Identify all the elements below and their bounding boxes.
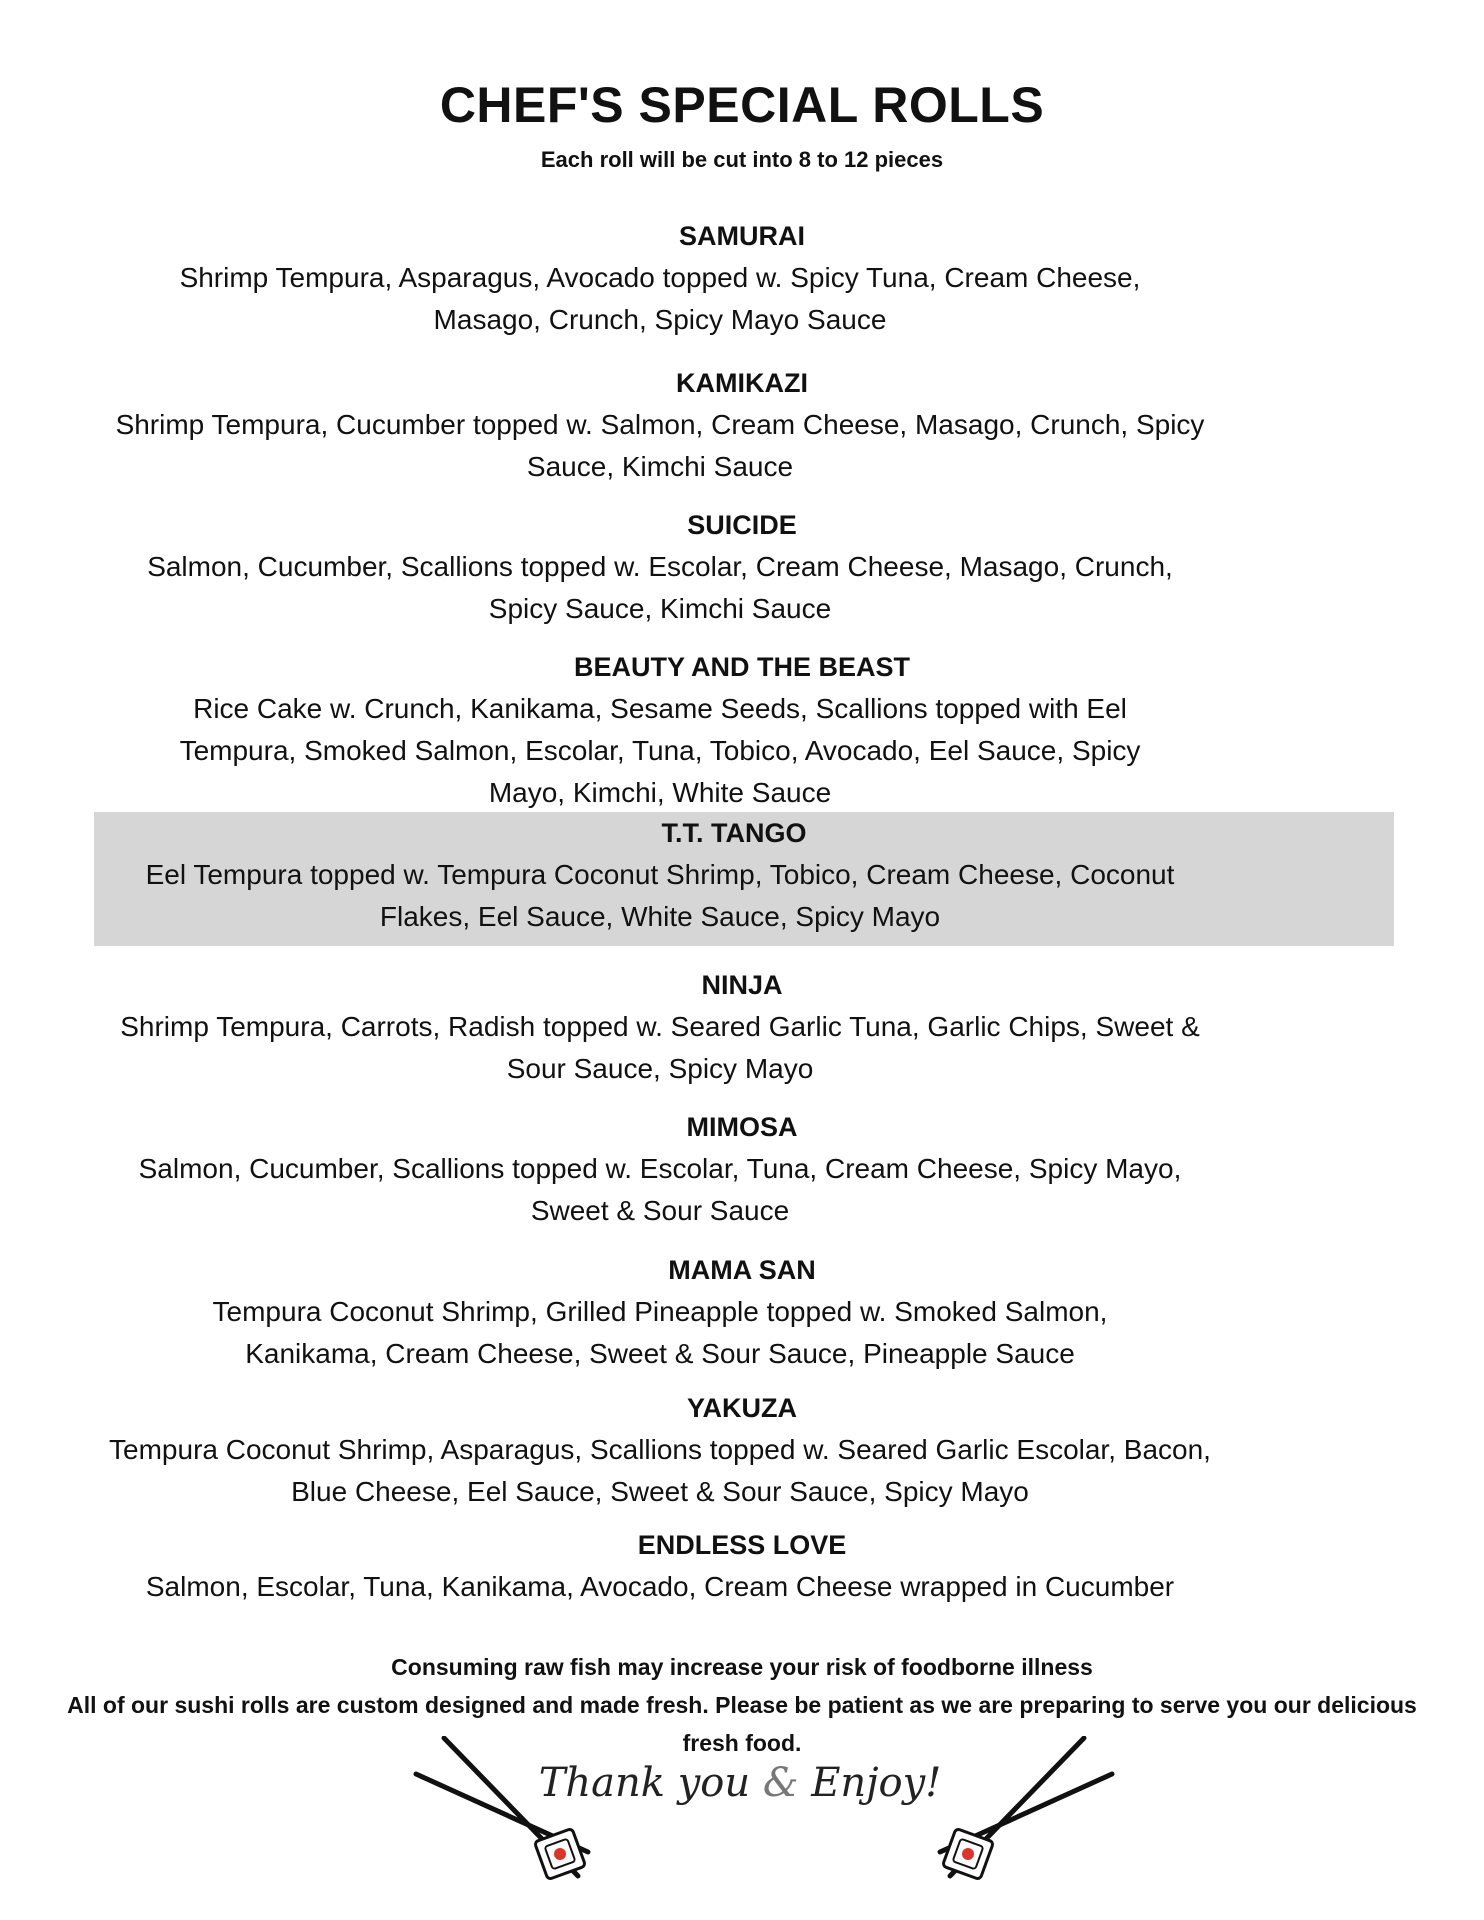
- roll-description: Shrimp Tempura, Cucumber topped w. Salmon, Cream Cheese, Masago, Crunch, Spicy Sauce, Kimchi Sauce: [115, 409, 1205, 482]
- roll-description: Shrimp Tempura, Carrots, Radish topped w. Seared Garlic Tuna, Garlic Chips, Sweet & Sour Sauce, Spicy Mayo: [120, 1011, 1200, 1084]
- roll-name: NINJA: [701, 970, 783, 1000]
- fresh-note: All of our sushi rolls are custom designed and made fresh. Please be patient as we are preparing to serve you our delicious fresh food.: [67, 1692, 1417, 1756]
- thanks-text: Thank you: [538, 1760, 751, 1806]
- roll-name: SUICIDE: [687, 510, 797, 540]
- roll-mimosa: [0, 1106, 1484, 1232]
- roll-name: T.T. TANGO: [661, 818, 807, 848]
- roll-name: MAMA SAN: [668, 1255, 816, 1285]
- roll-description: Tempura Coconut Shrimp, Grilled Pineapple topped w. Smoked Salmon, Kanikama, Cream Cheese, Sweet & Sour Sauce, Pineapple Sauce: [212, 1296, 1108, 1369]
- roll-name: SAMURAI: [679, 221, 805, 251]
- roll-name: BEAUTY AND THE BEAST: [573, 652, 911, 682]
- roll-name: KAMIKAZI: [676, 368, 808, 398]
- roll-description: Salmon, Escolar, Tuna, Kanikama, Avocado, Cream Cheese wrapped in Cucumber: [145, 1571, 1175, 1602]
- page-subtitle: Each roll will be cut into 8 to 12 pieces: [540, 147, 944, 172]
- roll-description: Salmon, Cucumber, Scallions topped w. Escolar, Tuna, Cream Cheese, Spicy Mayo, Sweet & Sour Sauce: [138, 1153, 1182, 1226]
- roll-ninja: [0, 964, 1484, 1090]
- page-title: CHEF'S SPECIAL ROLLS: [439, 77, 1045, 133]
- roll-yakuza: [0, 1387, 1484, 1513]
- roll-samurai: [0, 215, 1484, 341]
- thanks-ampersand: &: [762, 1760, 799, 1806]
- roll-description: Rice Cake w. Crunch, Kanikama, Sesame Seeds, Scallions topped with Eel Tempura, Smoked Salmon, Escolar, Tuna, Tobico, Avocado, Eel Sauce, Spicy Mayo, Kimchi, White Sauce: [179, 693, 1141, 808]
- roll-description: Salmon, Cucumber, Scallions topped w. Escolar, Cream Cheese, Masago, Crunch, Spicy Sauce, Kimchi Sauce: [147, 551, 1173, 624]
- roll-description: Shrimp Tempura, Asparagus, Avocado topped w. Spicy Tuna, Cream Cheese, Masago, Crunch, Spicy Mayo Sauce: [179, 262, 1141, 335]
- chopsticks-sushi-right-icon: [930, 1736, 1120, 1896]
- roll-beauty-and-the-beast: [0, 646, 1484, 814]
- enjoy-text: Enjoy!: [811, 1760, 942, 1806]
- roll-mama-san: [0, 1249, 1484, 1375]
- roll-name: MIMOSA: [686, 1112, 798, 1142]
- foodborne-warning: Consuming raw fish may increase your risk of foodborne illness: [391, 1654, 1093, 1680]
- roll-suicide: [0, 504, 1484, 630]
- roll-kamikazi: [0, 362, 1484, 488]
- thank-you-enjoy: [480, 1760, 1000, 1806]
- roll-name: ENDLESS LOVE: [637, 1530, 847, 1560]
- roll-name: YAKUZA: [686, 1393, 798, 1423]
- roll-endless-love: [0, 1524, 1484, 1608]
- roll-description: Eel Tempura topped w. Tempura Coconut Shrimp, Tobico, Cream Cheese, Coconut Flakes, Eel Sauce, White Sauce, Spicy Mayo: [145, 859, 1175, 932]
- roll-tt-tango: [94, 812, 1394, 946]
- roll-description: Tempura Coconut Shrimp, Asparagus, Scallions topped w. Seared Garlic Escolar, Bacon, Blue Cheese, Eel Sauce, Sweet & Sour Sauce, Spicy Mayo: [109, 1434, 1211, 1507]
